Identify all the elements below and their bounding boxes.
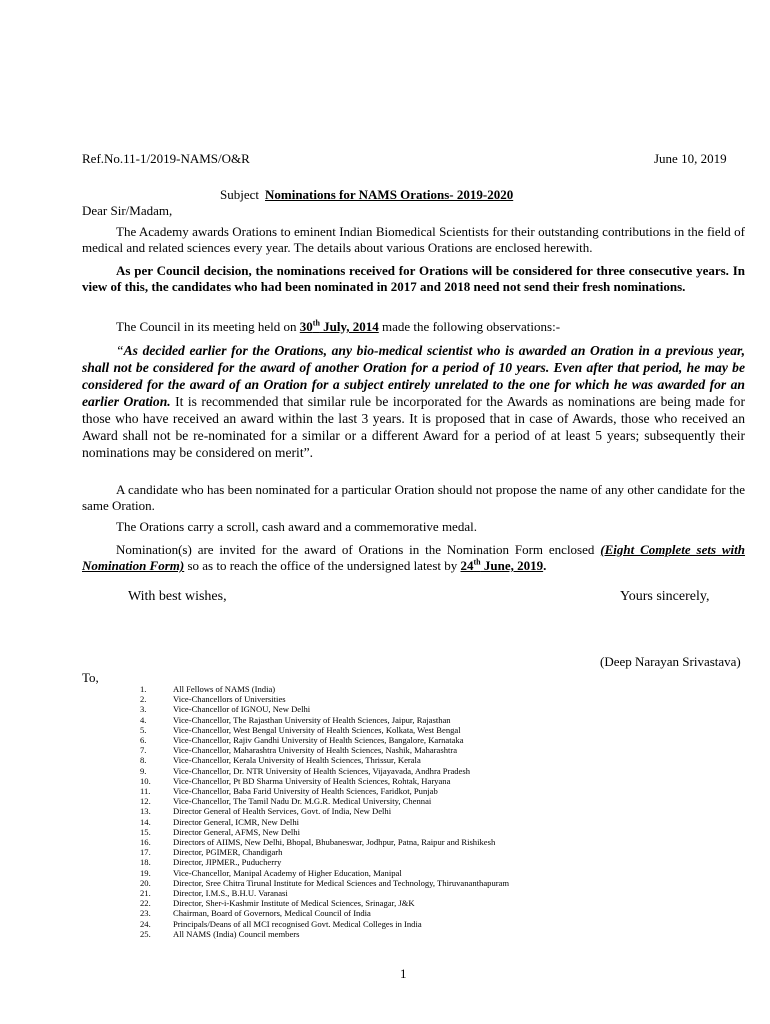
distribution-item-number: 17. [140,847,151,858]
observation-emphasis: As decided earlier for the Orations, any bio-medical scientist who is awarded an Oration in a previous year, shall not be considered for the award of another Oration for a period of 10 years. Even after that period, he may be considered for the award of an Oration for a subject entirely unrelated to the one for which he was awarded for an earlier Oration. [82,343,745,409]
paragraph-award-items [82,519,745,535]
meeting-text-after: made the following observations:- [378,319,561,334]
paragraph-intro-text: The Academy awards Orations to eminent Indian Biomedical Scientists for their outstanding contributions in the field of medical and related sciences every year. The details about various Orations are enclosed herewith. [82,224,745,255]
distribution-item-text: All NAMS (India) Council members [173,928,300,939]
distribution-item-text: Director General of Health Services, Govt. of India, New Delhi [173,806,392,817]
distribution-item [140,715,509,725]
distribution-item-text: Vice-Chancellor, Kerala University of Health Sciences, Thrissur, Kerala [173,755,421,766]
subject-text: Nominations for NAMS Orations- 2019-2020 [265,187,514,202]
distribution-item-text: Vice-Chancellor, Baba Farid University of Health Sciences, Faridkot, Punjab [173,786,438,797]
distribution-item-text: Vice-Chancellor, West Bengal University of Health Sciences, Kolkata, West Bengal [173,724,461,735]
letter-date: June 10, 2019 [654,151,727,166]
subject-line [220,187,513,203]
distribution-item-number: 15. [140,826,151,837]
distribution-item-number: 1. [140,684,147,694]
distribution-item [140,908,509,918]
deadline-day: 24 [460,558,474,573]
paragraph-intro [82,224,745,256]
nomination-text-before: Nomination(s) are invited for the award of Orations in the Nomination Form enclosed [116,542,601,557]
paragraph-nominations-invited [82,542,745,574]
distribution-item-number: 7. [140,745,147,756]
distribution-item [140,888,509,898]
page-number: 1 [400,966,407,981]
distribution-item-number: 6. [140,735,147,746]
distribution-item-number: 20. [140,877,151,888]
distribution-item-text: Director, I.M.S., B.H.U. Varanasi [173,888,288,899]
distribution-item-number: 16. [140,837,151,848]
distribution-item [140,868,509,878]
deadline-suffix: th [473,557,481,567]
distribution-item [140,796,509,806]
distribution-item-text: Chairman, Board of Governors, Medical Council of India [173,908,371,919]
distribution-item [140,898,509,908]
distribution-item-number: 2. [140,694,147,705]
subject-label: Subject [220,187,259,202]
distribution-item-text: Director, Sree Chitra Tirunal Institute for Medical Sciences and Technology, Thiruvananthapuram [173,877,510,888]
distribution-item-text: Director, Sher-i-Kashmir Institute of Medical Sciences, Srinagar, J&K [173,898,415,909]
distribution-item-text: Director General, AFMS, New Delhi [173,826,300,837]
distribution-item-number: 24. [140,918,151,929]
paragraph-council-decision [82,263,745,295]
distribution-item-text: Vice-Chancellor, Pt BD Sharma University of Health Sciences, Rohtak, Haryana [173,775,451,786]
reference-number: Ref.No.11-1/2019-NAMS/O&R [82,151,250,166]
distribution-item [140,929,509,939]
distribution-item-text: Vice-Chancellor of IGNOU, New Delhi [173,704,311,715]
distribution-item-text: Director, JIPMER., Puducherry [173,857,282,868]
meeting-date-rest: July, 2014 [319,319,379,334]
nomination-text-middle: so as to reach the office of the undersigned latest by [184,558,461,573]
nomination-end: . [543,558,547,573]
distribution-item [140,837,509,847]
distribution-item-number: 10. [140,775,151,786]
distribution-item-text: Vice-Chancellor, The Tamil Nadu Dr. M.G.R. Medical University, Chennai [173,796,432,807]
distribution-item [140,725,509,735]
distribution-item-text: Vice-Chancellor, Manipal Academy of Higher Education, Manipal [173,867,402,878]
distribution-item-number: 25. [140,928,151,939]
closing-sincerely: Yours sincerely, [620,589,710,604]
distribution-item-number: 22. [140,898,151,909]
distribution-item-text: Vice-Chancellor, Maharashtra University of Health Sciences, Nashik, Maharashtra [173,745,458,756]
closing-wishes: With best wishes, [128,589,227,604]
deadline-rest: June, 2019 [480,558,544,573]
distribution-item-number: 21. [140,888,151,899]
distribution-item-text: Principals/Deans of all MCI recognised Govt. Medical Colleges in India [173,918,422,929]
distribution-item [140,735,509,745]
distribution-list [140,684,509,939]
distribution-item [140,745,509,755]
distribution-item-text: Vice-Chancellor, Rajiv Gandhi University of Health Sciences, Bangalore, Karnataka [173,735,464,746]
distribution-item-number: 8. [140,755,147,766]
distribution-item [140,684,509,694]
distribution-item-text: Vice-Chancellor, The Rajasthan University of Health Sciences, Jaipur, Rajasthan [173,714,451,725]
distribution-item [140,878,509,888]
meeting-date [300,319,379,334]
distribution-item [140,806,509,816]
distribution-item [140,857,509,867]
distribution-item-number: 19. [140,867,151,878]
paragraph-council-meeting [82,319,745,335]
meeting-text-before: The Council in its meeting held on [116,319,300,334]
to-label: To, [82,670,99,685]
distribution-item-number: 14. [140,816,151,827]
meeting-date-day: 30 [299,319,313,334]
meeting-date-suffix: th [312,318,320,328]
distribution-item-number: 13. [140,806,151,817]
nomination-deadline [460,557,547,573]
paragraph-observations [82,342,745,461]
distribution-item-text: Vice-Chancellors of Universities [173,694,286,705]
distribution-item-number: 23. [140,908,151,919]
distribution-item [140,776,509,786]
distribution-item [140,919,509,929]
distribution-item-number: 12. [140,796,151,807]
distribution-item [140,827,509,837]
distribution-item [140,704,509,714]
paragraph-council-decision-text: As per Council decision, the nominations received for Orations will be considered for three consecutive years. In view of this, the candidates who had been nominated in 2017 and 2018 need not send their fresh nominations. [82,263,745,294]
distribution-item-text: All Fellows of NAMS (India) [173,684,276,694]
distribution-item-text: Directors of AIIMS, New Delhi, Bhopal, Bhubaneswar, Jodhpur, Patna, Raipur and Rishikesh [173,837,496,848]
distribution-item-number: 5. [140,724,147,735]
distribution-item [140,817,509,827]
paragraph-candidate-rule [82,482,745,514]
distribution-item [140,766,509,776]
distribution-item [140,786,509,796]
distribution-item-text: Director, PGIMER, Chandigarh [173,847,283,858]
distribution-item [140,755,509,765]
distribution-item-text: Vice-Chancellor, Dr. NTR University of Health Sciences, Vijayavada, Andhra Pradesh [173,765,471,776]
nomination-sets-note: (Eight Complete sets with Nomination Form) [82,542,746,573]
distribution-item-number: 3. [140,704,147,715]
distribution-item-text: Director General, ICMR, New Delhi [173,816,300,827]
distribution-item-number: 4. [140,714,147,725]
distribution-item [140,694,509,704]
distribution-item-number: 9. [140,765,147,776]
observation-continuation: It is recommended that similar rule be incorporated for the Awards as nominations are being made for those who have received an award within the last 3 years. It is proposed that in case of Awards, those who received an Award shall not be re-nominated for a similar or a different Award for a period of at least 5 years; subsequently their nominations may be considered on merit”. [82,394,745,460]
signatory-name: (Deep Narayan Srivastava) [600,654,741,669]
paragraph-candidate-rule-text: A candidate who has been nominated for a particular Oration should not propose the name of any other candidate for the same Oration. [82,482,745,513]
distribution-item [140,847,509,857]
salutation: Dear Sir/Madam, [82,203,173,218]
distribution-item-number: 18. [140,857,151,868]
distribution-item-number: 11. [140,786,151,797]
paragraph-award-items-text: The Orations carry a scroll, cash award and a commemorative medal. [116,519,477,534]
observation-open-quote: “ [116,343,124,358]
